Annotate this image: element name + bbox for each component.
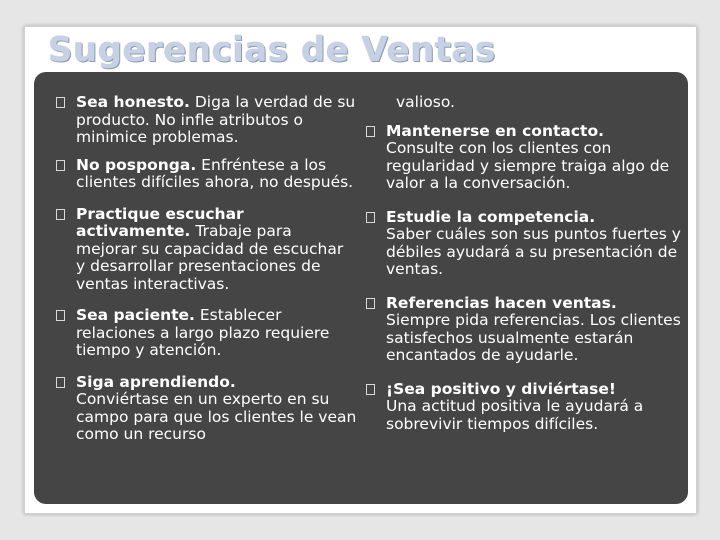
left-column <box>56 94 368 444</box>
bullet-text: Una actitud positiva le ayudará a sobrevivir tiempos difíciles. <box>386 397 644 433</box>
bullet-heading: Siga aprendiendo. <box>76 372 236 391</box>
bullet-text: Trabaje para mejorar su capacidad de escuchar y desarrollar presentaciones de ventas interactivas. <box>76 222 344 293</box>
bullet-text: Siempre pida referencias. Los clientes satisfechos usualmente estarán encantados de ayudarle. <box>386 311 681 364</box>
bullet-item <box>56 307 338 360</box>
square-bullet-icon <box>56 377 65 388</box>
bullet-heading: Sea honesto. <box>76 93 190 111</box>
bullet-text: Establecer relaciones a largo plazo requiere tiempo y atención. <box>76 306 330 359</box>
bullet-heading: No posponga. <box>76 155 197 174</box>
square-bullet-icon <box>366 384 375 395</box>
slide-title: Sugerencias de Ventas <box>48 30 496 70</box>
bullet-text: Enfréntese a los clientes difíciles ahora, no después. <box>76 155 354 191</box>
bullet-heading: Referencias hacen ventas. <box>386 293 617 312</box>
bullet-heading: Estudie la competencia. <box>386 207 596 226</box>
bullet-text: Conviértase en un experto en su campo para que los clientes le vean como un recurso <box>76 390 357 443</box>
square-bullet-icon <box>366 126 375 137</box>
bullet-heading: Mantenerse en contacto. <box>386 121 604 140</box>
bullet-item <box>56 94 366 147</box>
bullet-item <box>366 209 690 279</box>
square-bullet-icon <box>56 160 65 171</box>
content-panel <box>34 72 688 504</box>
bullet-item <box>366 381 690 434</box>
right-column <box>366 94 690 433</box>
bullet-item <box>56 206 346 294</box>
square-bullet-icon <box>56 209 65 220</box>
bullet-item <box>366 123 690 193</box>
bullet-item <box>56 157 368 192</box>
square-bullet-icon <box>366 298 375 309</box>
bullet-text: Saber cuáles son sus puntos fuertes y débiles ayudará a su presentación de ventas. <box>386 225 681 278</box>
square-bullet-icon <box>56 97 65 108</box>
square-bullet-icon <box>56 310 65 321</box>
square-bullet-icon <box>366 212 375 223</box>
bullet-item <box>56 374 366 444</box>
bullet-heading: Practique escuchar activamente. <box>76 204 244 240</box>
bullet-heading: Sea paciente. <box>76 306 195 324</box>
bullet-heading: ¡Sea positivo y diviértase! <box>386 379 616 398</box>
bullet-text: Consulte con los clientes con regularidad y siempre traiga algo de valor a la conversación. <box>386 139 670 192</box>
bullet-text: Diga la verdad de su producto. No infle atributos o minimice problemas. <box>76 93 356 146</box>
continued-text: valioso. <box>396 93 455 111</box>
bullet-item <box>366 295 690 365</box>
